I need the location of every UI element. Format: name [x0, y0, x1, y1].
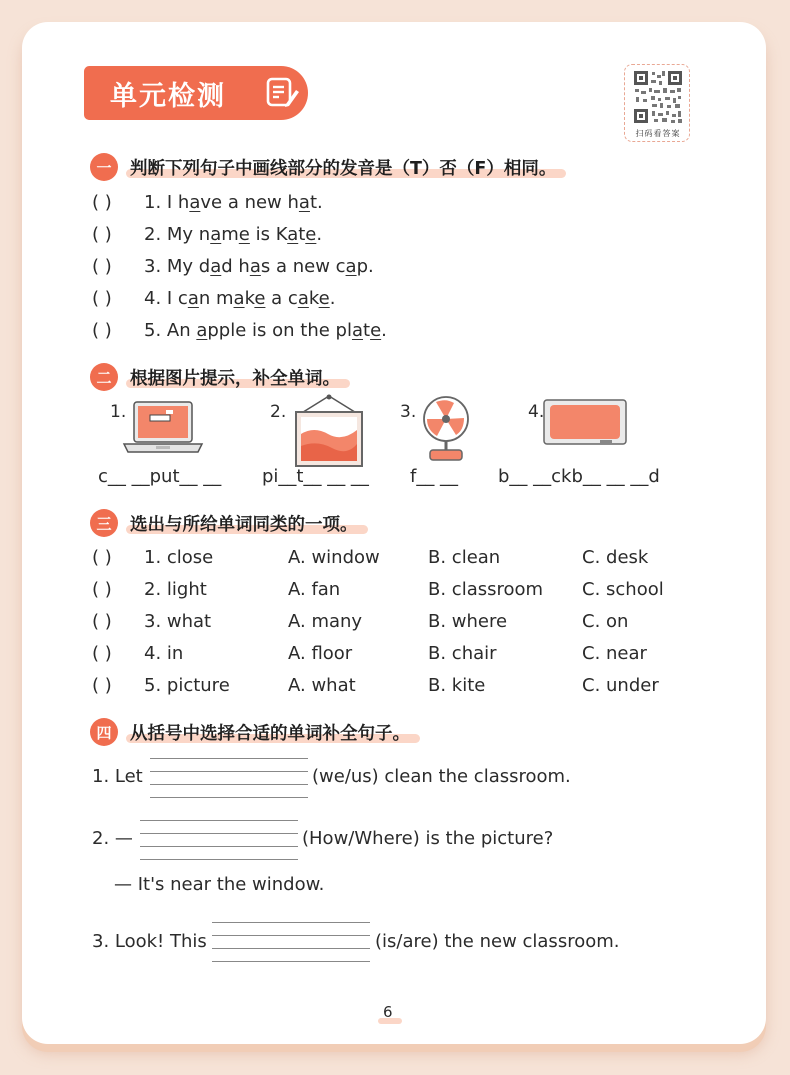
answer-blank[interactable]: ( ) [92, 288, 112, 309]
option-a[interactable]: A. fan [288, 579, 341, 600]
s1-question-3: ( ) 3. My dad has a new cap. [92, 254, 374, 280]
section-3-title: 选出与所给单词同类的一项。 [130, 514, 358, 535]
qr-caption: 扫码看答案 [635, 129, 681, 138]
option-c[interactable]: C. school [582, 579, 664, 600]
answer-blank[interactable]: ( ) [92, 224, 112, 245]
answer-blank[interactable]: ( ) [92, 675, 112, 696]
s4-q2-suffix: (How/Where) is the picture? [302, 828, 554, 849]
answer-blank[interactable]: ( ) [92, 256, 112, 277]
section-4-heading [90, 717, 410, 747]
answer-blank[interactable]: ( ) [92, 547, 112, 568]
section-2-heading [90, 362, 340, 392]
fill-word-1[interactable]: c__ __put__ __ [98, 466, 222, 487]
picture-2-number: 2. [270, 402, 287, 422]
s4-q1-suffix: (we/us) clean the classroom. [312, 766, 571, 787]
s4-q2-prefix: 2. — [92, 828, 133, 849]
fill-word-3[interactable]: f__ __ [410, 466, 459, 487]
page-number: 6 [383, 1003, 393, 1021]
section-2-title: 根据图片提示，补全单词。 [130, 368, 340, 389]
s1-question-1: ( ) 1. I have a new hat. [92, 190, 323, 216]
laptop-icon [122, 398, 204, 456]
option-a[interactable]: A. many [288, 611, 363, 632]
s4-q3-suffix: (is/are) the new classroom. [375, 931, 620, 952]
answer-qr-code[interactable] [624, 64, 690, 142]
section-1-title: 判断下列句子中画线部分的发音是（T）否（F）相同。 [130, 158, 557, 179]
fill-word-4[interactable]: b__ __ckb__ __ __d [498, 466, 660, 487]
option-c[interactable]: C. desk [582, 547, 649, 568]
section-1-number: 一 [90, 153, 118, 181]
option-c[interactable]: C. near [582, 643, 647, 664]
picture-1-number: 1. [110, 402, 127, 422]
option-b[interactable]: B. clean [428, 547, 501, 568]
option-b[interactable]: B. chair [428, 643, 497, 664]
section-3-heading [90, 508, 358, 538]
picture-4-number: 4. [528, 402, 545, 422]
answer-blank[interactable]: ( ) [92, 192, 112, 213]
s1-question-2: ( ) 2. My name is Kate. [92, 222, 322, 248]
picture-frame-icon [292, 394, 366, 468]
answer-blank[interactable]: ( ) [92, 320, 112, 341]
option-a[interactable]: A. floor [288, 643, 353, 664]
s4-q2-answer: — It's near the window. [114, 874, 325, 895]
banner-title: 单元检测 [110, 80, 226, 112]
option-a[interactable]: A. what [288, 675, 356, 696]
fan-icon [418, 394, 474, 464]
s4-q2-writing-lines[interactable] [140, 820, 298, 860]
s4-q3-writing-lines[interactable] [212, 922, 370, 962]
answer-blank[interactable]: ( ) [92, 643, 112, 664]
qr-code-icon [632, 69, 684, 125]
option-c[interactable]: C. under [582, 675, 659, 696]
section-4-title: 从括号中选择合适的单词补全句子。 [130, 723, 410, 744]
section-4-number: 四 [90, 718, 118, 746]
s1-question-4: ( ) 4. I can make a cake. [92, 286, 335, 312]
option-b[interactable]: B. classroom [428, 579, 544, 600]
s4-q3-prefix: 3. Look! This [92, 931, 207, 952]
option-b[interactable]: B. where [428, 611, 508, 632]
option-c[interactable]: C. on [582, 611, 629, 632]
option-b[interactable]: B. kite [428, 675, 486, 696]
fill-word-2[interactable]: pi__t__ __ __ [262, 466, 369, 487]
document-pencil-icon [266, 77, 300, 109]
section-2-number: 二 [90, 363, 118, 391]
blackboard-icon [542, 398, 628, 448]
picture-3-number: 3. [400, 402, 417, 422]
section-1-heading [90, 152, 556, 182]
s4-q1-prefix: 1. Let [92, 766, 143, 787]
unit-test-banner [84, 66, 308, 120]
answer-blank[interactable]: ( ) [92, 611, 112, 632]
answer-blank[interactable]: ( ) [92, 579, 112, 600]
s1-question-5: ( ) 5. An apple is on the plate. [92, 318, 387, 344]
s4-q1-writing-lines[interactable] [150, 758, 308, 798]
option-a[interactable]: A. window [288, 547, 380, 568]
section-3-number: 三 [90, 509, 118, 537]
